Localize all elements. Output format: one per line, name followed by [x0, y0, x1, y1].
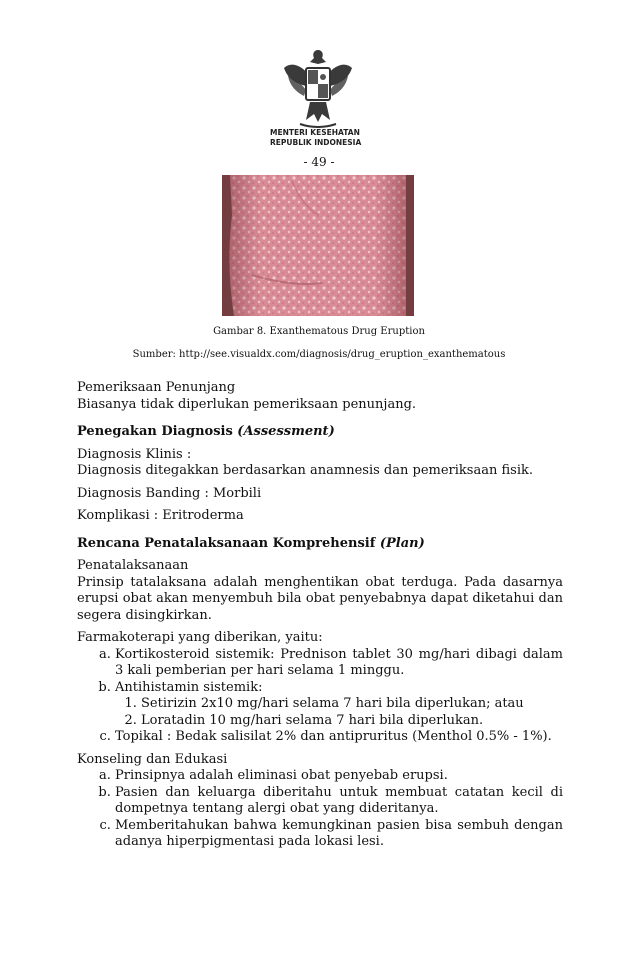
- plan-title: Rencana Penatalaksanaan Komprehensif: [77, 535, 376, 551]
- klinis-label: Diagnosis Klinis :: [77, 446, 192, 462]
- page-number: - 49 -: [303, 155, 335, 169]
- figure-caption: Gambar 8. Exanthematous Drug Eruption: [213, 326, 425, 337]
- list-item: c. Memberitahukan bahwa kemungkinan pasien bisa sembuh dengan adanya hiperpigmentasi pada lokasi lesi.: [115, 818, 563, 851]
- list-item: c. Topikal : Bedak salisilat 2% dan antipruritus (Menthol 0.5% - 1%).: [115, 729, 563, 746]
- tatalaksana-text: Prinsip tatalaksana adalah menghentikan obat terduga. Pada dasarnya erupsi obat akan menyembuh bila obat penyebabnya dapat diketahui dan segera disingkirkan.: [77, 574, 563, 623]
- list-item: [115, 680, 563, 730]
- assessment-title: Penegakan Diagnosis: [77, 424, 233, 439]
- farmakoterapi-list: [77, 647, 563, 746]
- section-heading-assessment: [77, 424, 563, 441]
- section-heading-plan: [77, 536, 563, 553]
- list-item: 1. Setirizin 2x10 mg/hari selama 7 hari bila diperlukan; atau: [141, 696, 563, 713]
- konseling-list: [77, 768, 563, 851]
- penunjang-text: Biasanya tidak diperlukan pemeriksaan penunjang.: [77, 396, 417, 412]
- komplikasi: Komplikasi : Eritroderma: [77, 508, 244, 523]
- tatalaksana-label: Penatalaksanaan: [77, 558, 189, 573]
- figure-source: Sumber: http://see.visualdx.com/diagnosis/drug_eruption_exanthematous: [132, 349, 506, 360]
- konseling-label: Konseling dan Edukasi: [77, 751, 228, 767]
- list-item: a. Kortikosteroid sistemik: Prednison tablet 30 mg/hari dibagi dalam 3 kali pemberian per hari selama 1 minggu.: [115, 647, 563, 680]
- ministry-line-1: MENTERI KESEHATAN: [270, 128, 360, 137]
- klinis-text: Diagnosis ditegakkan berdasarkan anamnesis dan pemeriksaan fisik.: [77, 463, 533, 478]
- ministry-line-2: REPUBLIK INDONESIA: [270, 138, 362, 147]
- assessment-title-italic: (Assessment): [237, 424, 335, 439]
- list-item: a. Prinsipnya adalah eliminasi obat penyebab erupsi.: [115, 768, 563, 785]
- farmakoterapi-label: Farmakoterapi yang diberikan, yaitu:: [77, 630, 323, 645]
- ministry-name: [270, 128, 380, 148]
- section-heading-penunjang: Pemeriksaan Penunjang: [77, 380, 236, 395]
- list-item: b. Pasien dan keluarga diberitahu untuk membuat catatan kecil di dompetnya tentang alergi obat yang dideritanya.: [115, 785, 563, 818]
- diagnosis-banding: Diagnosis Banding : Morbili: [77, 485, 262, 501]
- plan-title-italic: (Plan): [379, 535, 425, 551]
- antihistamin-label: Antihistamin sistemik:: [115, 679, 263, 695]
- rash-photo: [222, 175, 414, 316]
- list-item: 2. Loratadin 10 mg/hari selama 7 hari bila diperlukan.: [141, 713, 563, 730]
- document-body: [77, 380, 563, 851]
- antihistamin-list: [115, 696, 563, 729]
- garuda-emblem-logo: [270, 40, 366, 136]
